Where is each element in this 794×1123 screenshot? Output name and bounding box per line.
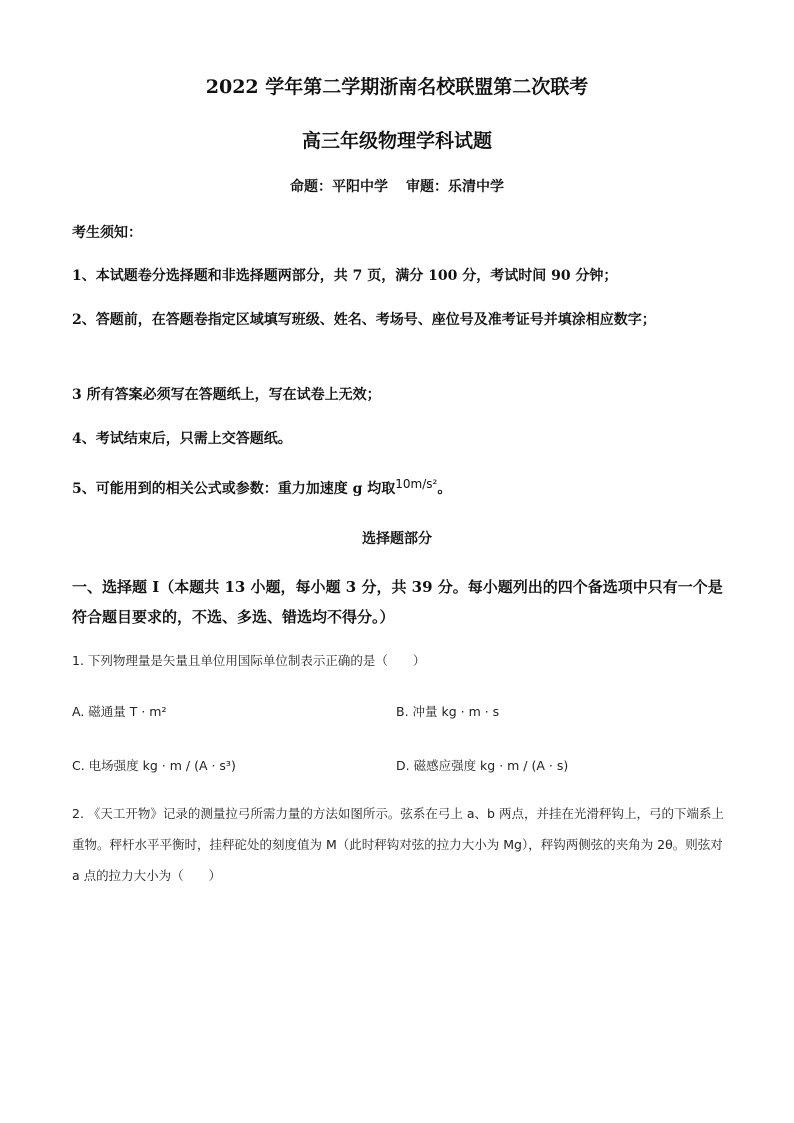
notice-item-4: 4、考试结束后，只需上交答题纸。 [72,431,292,447]
notice-item-2: 2、答题前，在答题卷指定区域填写班级、姓名、考场号、座位号及准考证号并填涂相应数字； [72,312,656,328]
authors-line [0,176,794,196]
notice-item-5-text: 5、可能用到的相关公式或参数：重力加速度 g 均取 [72,481,396,497]
notice-item-5-end: 。 [437,481,452,497]
notice-heading: 考生须知： [72,225,142,241]
question-1-option-d: D. 磁感应强度 kg · m / (A · s) [396,758,569,773]
page-subtitle: 高三年级物理学科试题 [301,130,492,152]
question-1-option-a: A. 磁通量 T · m² [72,704,167,719]
part1-heading: 一、选择题 I（本题共 13 小题，每小题 3 分，共 39 分。每小题列出的四个备选项中只有一个是符合题目要求的，不选、多选、错选均不得分。） [72,578,723,626]
setter-label: 命题：平阳中学 [290,179,388,195]
question-1-option-b: B. 冲量 kg · m · s [396,704,500,719]
gravity-unit: 10m/s² [395,477,438,491]
question-1-stem: 1. 下列物理量是矢量且单位用国际单位制表示正确的是（ ） [72,653,426,668]
notice-item-5 [72,475,724,503]
question-1-option-c: C. 电场强度 kg · m / (A · s³) [72,758,236,773]
notice-item-3: 3 所有答案必须写在答题纸上，写在试卷上无效； [72,387,381,403]
notice-item-1: 1、本试题卷分选择题和非选择题两部分，共 7 页，满分 100 分，考试时间 90 分钟； [72,268,618,284]
page-title: 2022 学年第二学期浙南名校联盟第二次联考 [205,76,589,98]
reviewer-label: 审题：乐清中学 [406,179,504,195]
section-title: 选择题部分 [362,531,432,547]
question-2-stem: 2. 《天工开物》记录的测量拉弓所需力量的方法如图所示。弦系在弓上 a、b 两点，并挂在光滑秤钩上，弓的下端系上重物。秤杆水平平衡时，挂秤砣处的刻度值为 M（此时秤钩对弦的拉力大小为 Mg），秤钩两侧弦的夹角为 2θ。则弦对 a 点的拉力大小为（ ） [72,806,724,883]
